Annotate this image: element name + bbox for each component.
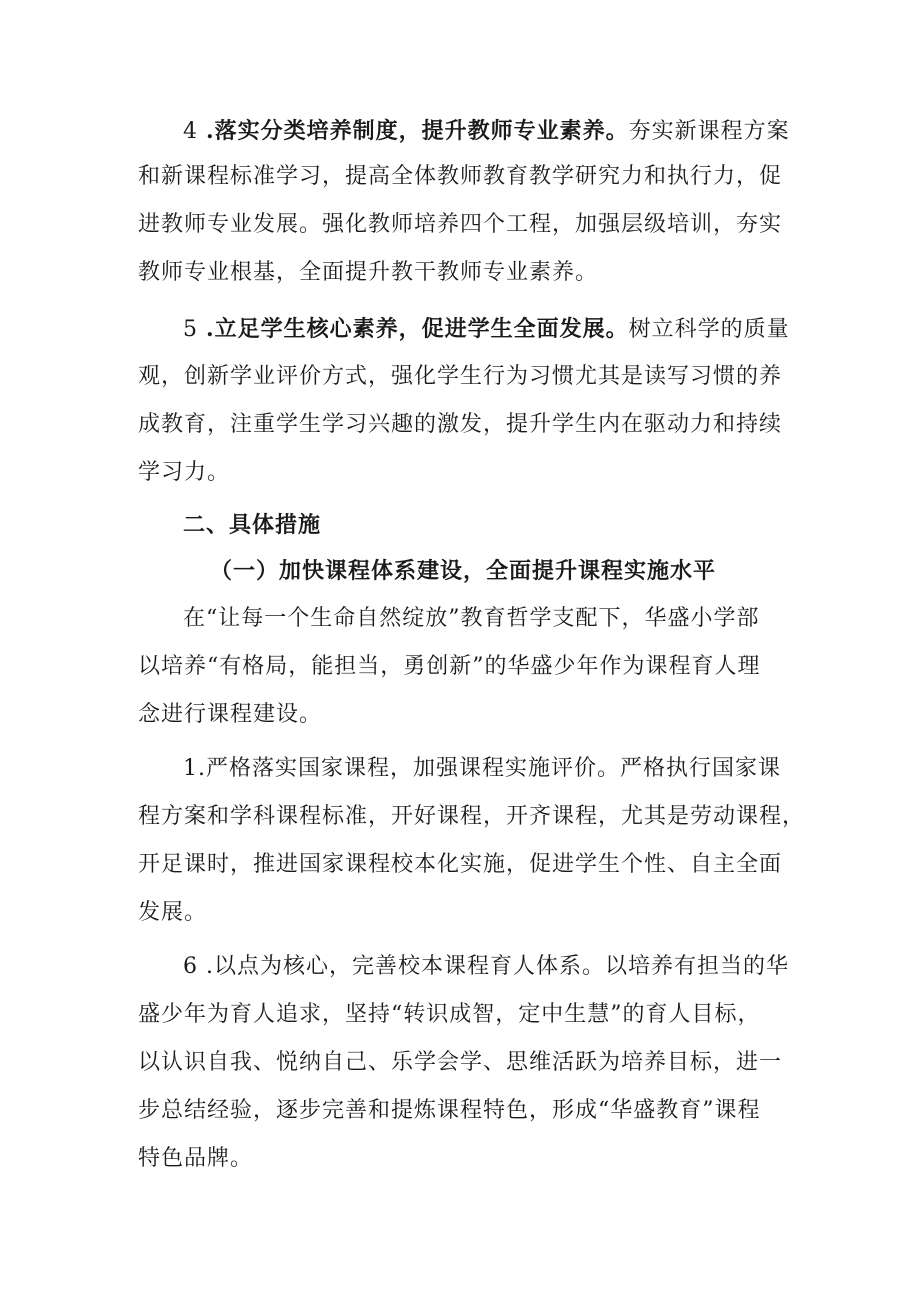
paragraph-4-line-1 [183,116,883,146]
item-6-line-5: 特色品牌。 [138,1146,254,1171]
paragraph-5-text: 树立科学的质量 [628,317,790,342]
paragraph-5-line-4: 学习力。 [138,460,231,485]
intro-line-1: 在“让每一个生命自然绽放”教育哲学支配下，华盛小学部 [183,606,760,631]
paragraph-4-number: 4 [183,119,198,144]
paragraph-4-heading: .落实分类培养制度，提升教师专业素养。 [206,118,629,144]
intro-line-2: 以培养“有格局，能担当，勇创新”的华盛少年作为课程育人理 [138,654,761,679]
item-1-line-1: 1.严格落实国家课程，加强课程实施评价。严格执行国家课 [183,756,781,781]
item-1-line-3: 开足课时，推进国家课程校本化实施，促进学生个性、自主全面 [138,852,783,877]
item-1-line-4: 发展。 [138,900,208,925]
item-6-line-1: 6 .以点为核心，完善校本课程育人体系。以培养有担当的华 [183,954,789,979]
paragraph-5-number: 5 [183,317,198,342]
subsection-heading: （一）加快课程体系建设，全面提升课程实施水平 [210,558,717,584]
paragraph-5-heading: .立足学生核心素养，促进学生全面发展。 [206,316,629,342]
item-6-line-3: 以认识自我、悦纳自己、乐学会学、思维活跃为培养目标，进一 [138,1050,783,1075]
section-heading: 二、具体措施 [183,512,322,538]
paragraph-5-line-1 [183,314,883,344]
paragraph-5-line-3: 成教育，注重学生学习兴趣的激发，提升学生内在驱动力和持续 [138,412,783,437]
item-1-line-2: 程方案和学科课程标准，开好课程，开齐课程，尤其是劳动课程， [138,804,806,829]
paragraph-4-text: 夯实新课程方案 [628,119,790,144]
paragraph-4-line-2: 和新课程标准学习，提高全体教师教育教学研究力和执行力，促 [138,164,783,189]
item-6-line-2: 盛少年为育人追求，坚持“转识成智，定中生慧”的育人目标， [138,1002,761,1027]
item-6-line-4: 步总结经验，逐步完善和提炼课程特色，形成“华盛教育”课程 [138,1098,761,1123]
paragraph-4-line-4: 教师专业根基，全面提升教干教师专业素养。 [138,260,599,285]
intro-line-3: 念进行课程建设。 [138,702,323,727]
paragraph-5-line-2: 观，创新学业评价方式，强化学生行为习惯尤其是读写习惯的养 [138,364,783,389]
paragraph-4-line-3: 进教师专业发展。强化教师培养四个工程，加强层级培训，夯实 [138,212,783,237]
